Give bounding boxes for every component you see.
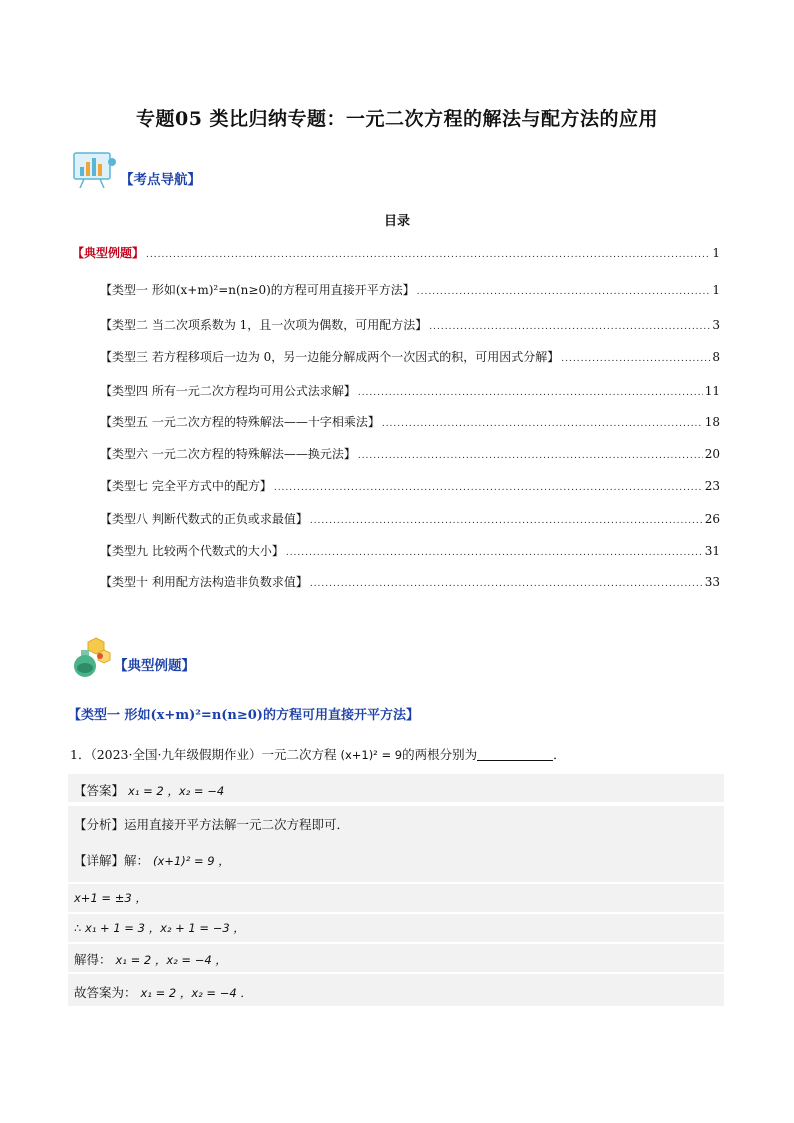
toc-leader-dots bbox=[382, 419, 703, 429]
toc-page-number: 1 bbox=[712, 246, 720, 260]
question-1 bbox=[70, 745, 566, 763]
analysis-label: 【分析】 bbox=[74, 817, 125, 832]
question-number: 1． bbox=[70, 747, 91, 762]
toc-entry-label: 【类型八 判断代数式的正负或求最值】 bbox=[100, 512, 308, 526]
toc-leader-dots bbox=[310, 579, 703, 589]
toc-page-number: 8 bbox=[712, 350, 720, 364]
toc-page-number: 3 bbox=[712, 318, 720, 332]
type-heading: 【类型一 形如(x+m)²=n(n≥0)的方程可用直接开平方法】 bbox=[68, 708, 419, 723]
toc-leader-dots bbox=[417, 287, 711, 297]
flask-icon bbox=[70, 636, 112, 678]
toc-main-entry[interactable] bbox=[72, 244, 720, 261]
step1-box bbox=[68, 884, 724, 912]
toc-entry-label: 【典型例题】 bbox=[72, 246, 145, 260]
toc-leader-dots bbox=[274, 483, 703, 493]
toc-leader-dots bbox=[310, 516, 703, 526]
step3-line bbox=[74, 950, 227, 968]
nav-section-header bbox=[72, 150, 201, 190]
question-equation: (x+1)² = 9 bbox=[340, 748, 403, 762]
toc-entry[interactable] bbox=[100, 445, 720, 462]
answer-blank[interactable] bbox=[477, 746, 553, 761]
toc-leader-dots bbox=[429, 322, 710, 332]
examples-section-header bbox=[70, 636, 195, 678]
nav-section-label: 【考点导航】 bbox=[120, 172, 201, 188]
toc-entry[interactable] bbox=[100, 477, 720, 494]
detail-equation: (x+1)² = 9 ， bbox=[153, 854, 230, 868]
answer-value: x₁ = 2 ，x₂ = −4 bbox=[128, 784, 225, 798]
toc-page-number: 33 bbox=[704, 575, 720, 589]
toc-entry-label: 【类型九 比较两个代数式的大小】 bbox=[100, 544, 284, 558]
toc-entry-label: 【类型七 完全平方式中的配方】 bbox=[100, 479, 272, 493]
toc-leader-dots bbox=[358, 388, 703, 398]
toc-page-number: 1 bbox=[712, 283, 720, 297]
toc-page-number: 26 bbox=[704, 512, 720, 526]
chart-board-icon bbox=[72, 150, 118, 190]
toc-entry-label: 【类型四 所有一元二次方程均可用公式法求解】 bbox=[100, 384, 356, 398]
question-source: （2023·全国·九年级假期作业）一元二次方程 bbox=[90, 747, 337, 762]
toc-entry-label: 【类型三 若方程移项后一边为 0，另一边能分解成两个一次因式的积，可用因式分解】 bbox=[100, 350, 560, 364]
detail-intro: 解： bbox=[124, 853, 150, 868]
detail-label: 【详解】 bbox=[74, 853, 125, 868]
toc-page-number: 31 bbox=[704, 544, 720, 558]
toc-page-number: 11 bbox=[704, 384, 720, 398]
toc-leader-dots bbox=[561, 354, 710, 364]
step2-line: ∴ x₁ + 1 = 3 ，x₂ + 1 = −3 ， bbox=[74, 921, 245, 935]
detail-line bbox=[74, 851, 230, 869]
toc-entry-label: 【类型二 当二次项系数为 1，且一次项为偶数，可用配方法】 bbox=[100, 318, 428, 332]
step3-label: 解得： bbox=[74, 952, 112, 967]
question-end: ． bbox=[553, 747, 566, 762]
toc-leader-dots bbox=[286, 548, 703, 558]
page-title: 专题05 类比归纳专题：一元二次方程的解法与配方法的应用 bbox=[135, 108, 659, 130]
analysis-text: 运用直接开平方法解一元二次方程即可． bbox=[124, 817, 350, 832]
toc-entry-label: 【类型五 一元二次方程的特殊解法——十字相乘法】 bbox=[100, 415, 380, 429]
answer-label: 【答案】 bbox=[74, 783, 125, 798]
toc-entry-label: 【类型六 一元二次方程的特殊解法——换元法】 bbox=[100, 447, 356, 461]
toc-entry-label: 【类型十 利用配方法构造非负数求值】 bbox=[100, 575, 308, 589]
toc-page-number: 20 bbox=[704, 447, 720, 461]
question-suffix: 的两根分别为 bbox=[402, 747, 478, 762]
toc-entry-label: 【类型一 形如(x+m)²=n(n≥0)的方程可用直接开平方法】 bbox=[100, 283, 415, 297]
toc-entry[interactable] bbox=[100, 316, 720, 333]
toc-entry[interactable] bbox=[100, 382, 720, 399]
toc-entry[interactable] bbox=[100, 281, 720, 298]
toc-page-number: 18 bbox=[704, 415, 720, 429]
toc-entry[interactable] bbox=[100, 348, 720, 365]
analysis-line bbox=[74, 815, 349, 833]
final-label: 故答案为： bbox=[74, 985, 137, 1000]
toc-entry[interactable] bbox=[100, 573, 720, 590]
final-value: x₁ = 2 ，x₂ = −4 ． bbox=[140, 986, 252, 1000]
final-line bbox=[74, 983, 252, 1001]
toc-leader-dots bbox=[358, 451, 703, 461]
toc-entry[interactable] bbox=[100, 413, 720, 430]
toc-leader-dots bbox=[146, 250, 710, 260]
toc-entry[interactable] bbox=[100, 542, 720, 559]
step3-value: x₁ = 2 ，x₂ = −4 ， bbox=[115, 953, 227, 967]
step1-line: x+1 = ±3 ， bbox=[74, 891, 147, 905]
toc-page-number: 23 bbox=[704, 479, 720, 493]
examples-section-label: 【典型例题】 bbox=[114, 658, 195, 674]
toc-entry[interactable] bbox=[100, 510, 720, 527]
toc-title: 目录 bbox=[383, 214, 410, 229]
answer-line bbox=[74, 781, 224, 799]
